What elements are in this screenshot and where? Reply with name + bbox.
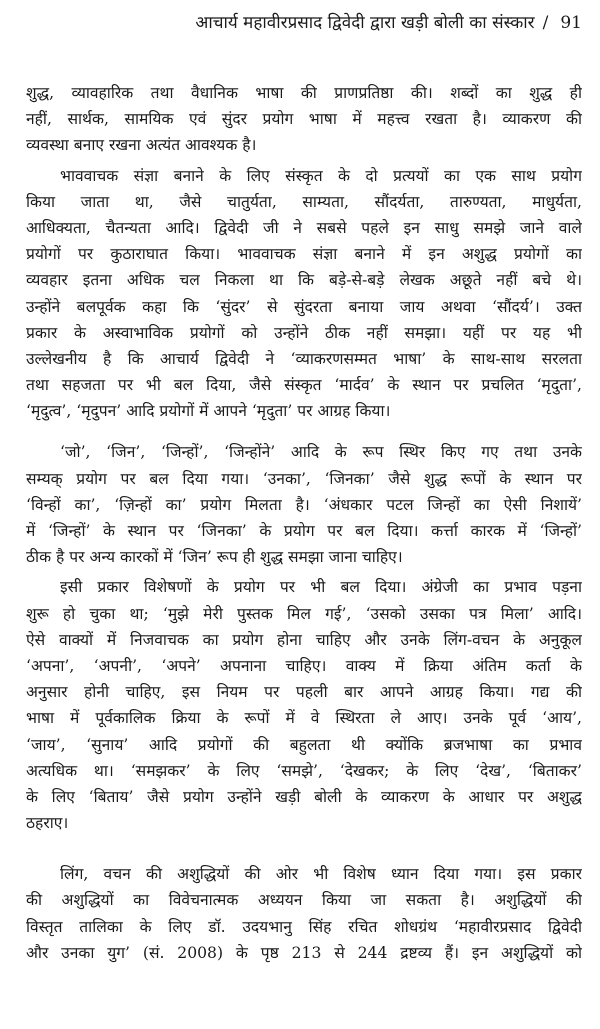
running-head-title: आचार्य महावीरप्रसाद द्विवेदी द्वारा खड़ी बोली का संस्कार [195,13,535,33]
text-line: किया जाता था, जैसे चातुर्यता, साम्यता, सौंदर्यता, तारुण्यता, माधुर्यता, [26,192,582,211]
text-line: भाषा में पूर्वकालिक क्रिया के रूपों में वे स्थिरता ले आए। उनके पूर्व ‘आय’, [26,709,582,728]
text-line: ऐसे वाक्यों में निजवाचक का प्रयोग होना चाहिए और उनके लिंग-वचन के अनुकूल [26,630,582,649]
page-number: 91 [560,13,582,33]
text-line: प्रकार के अस्वाभाविक प्रयोगों को उन्होंने ठीक नहीं समझा। यहीं पर यह भी [26,323,582,342]
text-line: भाववाचक संज्ञा बनाने के लिए संस्कृत के दो प्रत्ययों का एक साथ प्रयोग [60,166,582,185]
text-line: सम्यक् प्रयोग पर बल दिया गया। ‘उनका’, ‘जिनका’ जैसे शुद्ध रूपों के स्थान पर [26,469,582,488]
text-line: शुरू हो चुका था; ‘मुझे मेरी पुस्तक मिल गई’, ‘उसको उसका पत्र मिला’ आदि। [26,604,582,623]
text-line: ‘अपना’, ‘अपनी’, ‘अपने’ अपनाना चाहिए। वाक्य में क्रिया अंतिम कर्ता के [26,656,582,675]
text-line: आधिक्यता, चैतन्यता आदि। द्विवेदी जी ने सबसे पहले इन साधु समझे जाने वाले [26,218,582,237]
text-line: तथा सहजता पर भी बल दिया, जैसे संस्कृत ‘मार्दव’ के स्थान पर प्रचलित ‘मृदुता’, [26,376,582,395]
text-line: ‘विन्हों का’, ‘ज़िन्हों का’ प्रयोग मिलता है। ‘अंधकार पटल जिन्हों का ऐसी निशायें’ [26,495,582,514]
paragraph [26,163,582,425]
text-line: अत्यधिक था। ‘समझकर’ के लिए ‘समझे’, ‘देखकर; के लिए ‘देख’, ‘बिताकर’ [26,761,582,780]
text-line: लिंग, वचन की अशुद्धियों की ओर भी विशेष ध्यान दिया गया। इस प्रकार [60,865,582,884]
text-line: में ‘जिन्हों’ के स्थान पर ‘जिनका’ के प्रयोग पर बल दिया। कर्त्ता कारक में ‘जिन्हों’ [26,522,582,540]
text-line: की अशुद्धियों का विवेचनात्मक अध्ययन किया जा सकता है। अशुद्धियों की [26,891,582,910]
text-line: नहीं, सार्थक, सामयिक एवं सुंदर प्रयोग भाषा में महत्त्व रखता है। व्याकरण की [26,110,582,129]
text-line: व्यवस्था बनाए रखना अत्यंत आवश्यक है। [26,136,257,155]
paragraph [26,574,582,836]
text-line: के लिए ‘बिताय’ जैसे प्रयोग उन्होंने खड़ी बोली के व्याकरण के आधार पर अशुद्ध [26,787,582,806]
text-line: इसी प्रकार विशेषणों के प्रयोग पर भी बल दिया। अंग्रेजी का प्रभाव पड़ना [60,578,582,597]
paragraph [26,439,582,570]
text-line: ठहराए। [26,814,69,833]
text-line: शुद्ध, व्यावहारिक तथा वैधानिक भाषा की प्राणप्रतिष्ठा की। शब्दों का शुद्ध ही [26,84,582,102]
text-line: व्यवहार इतना अधिक चल निकला था कि बड़े-से-बड़े लेखक अछूते नहीं बचे थे। [26,271,582,290]
text-line: ‘जो’, ‘जिन’, ‘जिन्हों’, ‘जिन्होंने’ आदि के रूप स्थिर किए गए तथा उनके [60,443,582,462]
text-line: ‘जाय’, ‘सुनाय’ आदि प्रयोगों की बहुलता थी क्योंकि ब्रजभाषा का प्रभाव [26,735,582,754]
running-head-separator: / [542,13,549,33]
text-line: ठीक है पर अन्य कारकों में ‘जिन’ रूप ही शुद्ध समझा जाना चाहिए। [26,548,403,567]
text-line: उन्होंने बलपूर्वक कहा कि ‘सुंदर’ से सुंदरता बनाया जाय अथवा ‘सौंदर्य’। उक्त [26,297,582,316]
text-line: विस्तृत तालिका के लिए डॉ. उदयभानु सिंह रचित शोधग्रंथ ‘महावीरप्रसाद द्विवेदी [26,917,582,936]
text-line: अनुसार होनी चाहिए, इस नियम पर पहली बार आपने आग्रह किया। गद्य की [26,683,582,702]
paragraph [26,80,582,159]
text-line: उल्लेखनीय है कि आचार्य द्विवेदी ने ‘व्याकरणसम्मत भाषा’ के साथ-साथ सरलता [26,349,582,368]
running-head [26,10,582,40]
text-line: ‘मृदुत्व’, ‘मृदुपन’ आदि प्रयोगों में आपने ‘मृदुता’ पर आग्रह किया। [26,402,391,421]
text-line: और उनका युग’ (सं. 2008) के पृष्ठ 213 से 244 द्रष्टव्य हैं। इन अशुद्धियों को [26,943,582,962]
paragraph [26,861,582,966]
text-line: प्रयोगों पर कुठाराघात किया। भाववाचक संज्ञा बनाने में इन अशुद्ध प्रयोगों का [26,245,582,264]
